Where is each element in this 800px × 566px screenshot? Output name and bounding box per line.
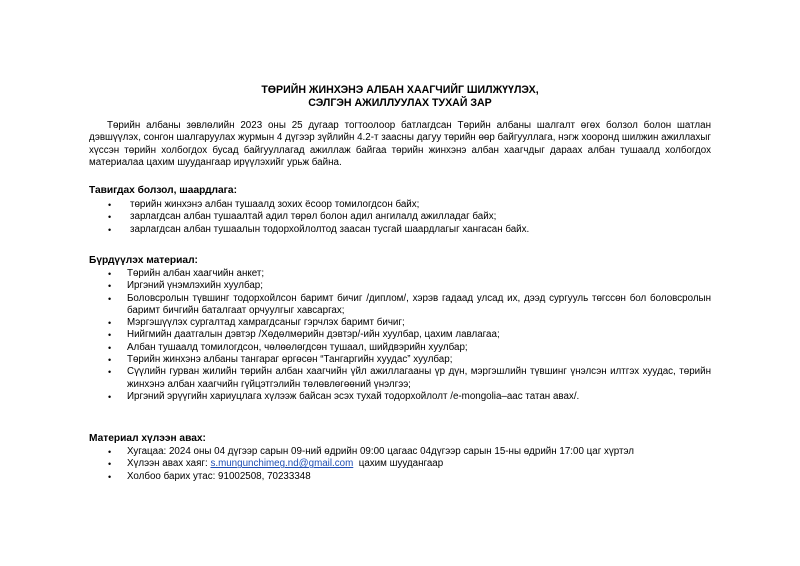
list-item: • Төрийн жинхэнэ албаны тангараг өргөсөн “Тангаргийн хуудас” хуулбар; — [108, 354, 453, 366]
list-item: • зарлагдсан албан тушаалын тодорхойлолтод заасан тусгай шаардлагыг хангасан байх. — [108, 223, 530, 235]
list-item: • Мэргэшүүлэх сургалтад хамрагдсаныг гэрчлэх баримт бичиг; — [108, 317, 405, 329]
title-line-1: ТӨРИЙН ЖИНХЭНЭ АЛБАН ХААГЧИЙГ ШИЛЖҮҮЛЭХ, — [261, 84, 539, 96]
bullet-icon: • — [108, 293, 112, 304]
email-label: Хүлээн авах хаяг: — [127, 458, 211, 470]
deadline-text: Хугацаа: 2024 оны 04 дүгээр сарын 09-ний өдрийн 09:00 цагаас 04дүгээр сарын 15-ны өдрийн 17:00 цаг хүртэл — [127, 446, 635, 457]
intro-paragraph: Төрийн албаны зөвлөлийн 2023 оны 25 дугаар тогтоолоор батлагдсан Төрийн албаны шалгалт өгөх болзол болон шатлан дэвшүүлэх, сонгон шалгаруулах журмын 4 дүгээр зүйлийн 4.2-т заасны дагуу төрийн өөр байгууллага, нэгж хооронд шилжин ажиллахыг хүссэн төрийн холбогдох бусад байгууллагад ажиллаж байгаа төрийн жинхэнэ албан хаагчдыг дараах албан тушаалд холбогдох материалаа цахим шуудангаар ирүүлэхийг урьж байна. — [89, 120, 711, 168]
bullet-icon: • — [108, 224, 112, 235]
list-item — [108, 446, 711, 458]
list-item: • Иргэний үнэмлэхийн хуулбар; — [108, 280, 263, 292]
requirements-heading: Тавигдах болзол, шаардлага: — [89, 185, 237, 196]
materials-heading: Бүрдүүлэх материал: — [89, 255, 198, 266]
list-item: • Албан тушаалд томилогдсон, чөлөөлөгдсөн тушаал, шийдвэрийн хуулбар; — [108, 341, 468, 353]
materials-list — [108, 268, 711, 403]
list-item: • Нийгмийн даатгалын дэвтэр /Хөдөлмөрийн дэвтэр/-ийн хуулбар, цахим лавлагаа; — [108, 329, 500, 341]
bullet-icon: • — [108, 471, 112, 482]
bullet-icon: • — [108, 330, 112, 341]
bullet-icon: • — [108, 459, 112, 470]
submission-list — [108, 446, 711, 483]
list-item: • Сүүлийн гурван жилийн төрийн албан хаагчийн үйл ажиллагааны үр дүн, мэргэшлийн түвшинг үнэлсэн илтгэх хуудас, төрийн жинхэнэ албан хаагчийн гүйцэтгэлийн төлөвлөгөөний үнэлгээ; — [108, 366, 711, 390]
submission-heading: Материал хүлээн авах: — [89, 433, 206, 444]
list-item — [108, 471, 711, 483]
list-item: • зарлагдсан албан тушаалтай адил төрөл болон адил ангилалд ажилладаг байх; — [108, 211, 497, 223]
bullet-icon: • — [108, 269, 112, 279]
bullet-icon: • — [108, 212, 112, 223]
phone-text: Холбоо барих утас: 91002508, 70233348 — [127, 470, 311, 482]
bullet-icon: • — [108, 342, 112, 353]
bullet-icon: • — [108, 447, 112, 457]
bullet-icon: • — [108, 281, 112, 292]
bullet-icon: • — [108, 367, 112, 378]
list-item: • төрийн жинхэнэ албан тушаалд зохих ёсоор томилогдсон байх; — [108, 199, 420, 210]
email-link[interactable]: s.mungunchimeg.nd@gmail.com — [210, 458, 354, 470]
bullet-icon: • — [108, 355, 112, 366]
title-line-2: СЭЛГЭН АЖИЛЛУУЛАХ ТУХАЙ ЗАР — [308, 96, 492, 109]
email-suffix: цахим шуудангаар — [353, 458, 444, 470]
list-item: • Төрийн албан хаагчийн анкет; — [108, 268, 265, 279]
list-item: • Иргэний эрүүгийн хариуцлага хүлээж байсан эсэх тухай тодорхойлолт /e-mongolia–аас татан авах/. — [108, 390, 580, 402]
list-item — [108, 458, 711, 470]
bullet-icon: • — [108, 200, 112, 210]
bullet-icon: • — [108, 318, 112, 329]
document-title — [0, 84, 800, 109]
bullet-icon: • — [108, 391, 112, 402]
list-item: • Боловсролын түвшинг тодорхойлсон баримт бичиг /диплом/, хэрэв гадаад улсад их, дээд сургууль төгссөн бол боловсролын баримт бичгийн баталгаат орчуулгыг хавсаргах; — [108, 292, 711, 316]
requirements-list — [108, 199, 711, 236]
